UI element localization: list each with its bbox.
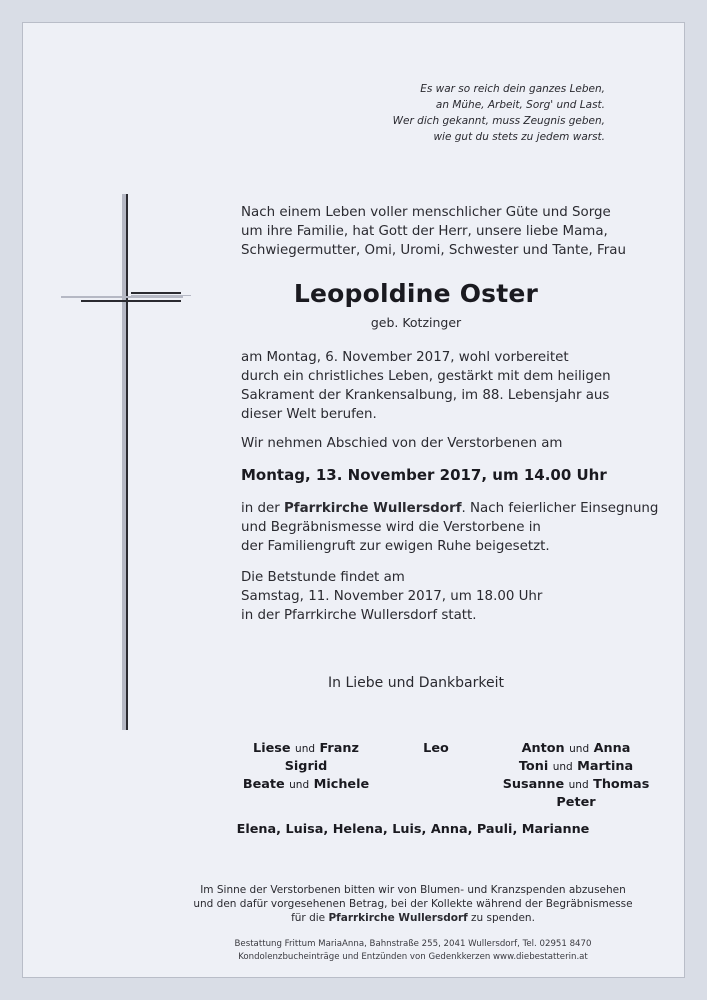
note-line: Im Sinne der Verstorbenen bitten wir von Blumen- und Kranzspenden abzusehen: [200, 884, 626, 896]
deceased-name: Leopoldine Oster: [293, 279, 539, 308]
family-row: [496, 794, 656, 812]
cross-beam: [61, 296, 183, 298]
family-right: [496, 740, 656, 812]
intro-line: um ihre Familie, hat Gott der Herr, unsere liebe Mama,: [241, 224, 608, 239]
verse-line: wie gut du stets zu jedem warst.: [433, 131, 605, 143]
family-row: [496, 740, 656, 758]
footer: [173, 938, 653, 964]
cross-beam-right-light: [131, 295, 191, 296]
death-line: dieser Welt berufen.: [241, 407, 377, 422]
und-word: und: [289, 779, 310, 791]
verse-line: Es war so reich dein ganzes Leben,: [420, 83, 605, 95]
note-line: und den dafür vorgesehenen Betrag, bei der Kollekte während der Begräbnismesse: [193, 898, 633, 910]
family-member: Martina: [577, 759, 634, 774]
church-name: Pfarrkirche Wullersdorf: [283, 501, 462, 516]
family-member: Liese: [253, 741, 291, 756]
family-row: [241, 758, 371, 776]
cross-beam-right: [131, 292, 181, 294]
location-line: der Familiengruft zur ewigen Ruhe beigesetzt.: [241, 539, 550, 554]
note-line: [173, 911, 653, 925]
death-line: durch ein christliches Leben, gestärkt mit dem heiligen: [241, 369, 611, 384]
farewell-intro: Wir nehmen Abschied von der Verstorbenen am: [241, 436, 563, 451]
maiden-name: geb. Kotzinger: [370, 315, 462, 330]
location-suffix: . Nach feierlicher Einsegnung: [461, 501, 659, 516]
thanks-line: In Liebe und Dankbarkeit: [328, 675, 504, 691]
family-member: Anton: [521, 741, 565, 756]
cross-shadow: [126, 194, 128, 730]
intro-line: Nach einem Leben voller menschlicher Güte und Sorge: [241, 205, 611, 220]
prayer-line: Die Betstunde findet am: [241, 570, 405, 585]
donation-note: [173, 883, 653, 925]
family-row: [241, 740, 371, 758]
und-word: und: [568, 779, 589, 791]
location-prefix: in der: [241, 501, 284, 516]
intro-line: Schwiegermutter, Omi, Uromi, Schwester und Tante, Frau: [241, 243, 626, 258]
family-member: Toni: [518, 759, 549, 774]
death-line: am Montag, 6. November 2017, wohl vorbereitet: [241, 350, 569, 365]
family-member: Franz: [319, 741, 359, 756]
family-left: [241, 740, 371, 794]
und-word: und: [569, 743, 590, 755]
memorial-verse: [393, 81, 605, 145]
note-prefix: für die: [291, 912, 329, 924]
prayer-text: [241, 568, 542, 625]
note-church: Pfarrkirche Wullersdorf: [328, 912, 468, 924]
family-row: [496, 758, 656, 776]
intro-text: [241, 203, 626, 260]
family-member: Peter: [556, 795, 596, 810]
family-member: Thomas: [593, 777, 650, 792]
family-row: [496, 776, 656, 794]
family-member: Beate: [242, 777, 285, 792]
obituary-page: [22, 22, 685, 978]
death-text: [241, 348, 611, 424]
death-line: Sakrament der Krankensalbung, im 88. Lebensjahr aus: [241, 388, 610, 403]
location-line: und Begräbnismesse wird die Verstorbene in: [241, 520, 541, 535]
prayer-line: in der Pfarrkirche Wullersdorf statt.: [241, 608, 477, 623]
family-row: [241, 776, 371, 794]
family-member: Anna: [593, 741, 631, 756]
funeral-date: Montag, 13. November 2017, um 14.00 Uhr: [241, 466, 607, 484]
footer-line: Kondolenzbucheinträge und Entzünden von Gedenkkerzen www.diebestatterin.at: [238, 952, 588, 962]
location-text: [241, 499, 658, 556]
family-center: [411, 740, 461, 758]
family-member: Sigrid: [284, 759, 328, 774]
location-line: [241, 499, 658, 518]
family-member: Leo: [423, 741, 449, 756]
cross-beam-shadow: [81, 300, 181, 302]
note-suffix: zu spenden.: [467, 912, 535, 924]
und-word: und: [552, 761, 573, 773]
footer-line: Bestattung Frittum MariaAnna, Bahnstraße 255, 2041 Wullersdorf, Tel. 02951 8470: [234, 939, 592, 949]
family-member: Susanne: [502, 777, 565, 792]
und-word: und: [295, 743, 316, 755]
prayer-line: Samstag, 11. November 2017, um 18.00 Uhr: [241, 589, 543, 604]
verse-line: Wer dich gekannt, muss Zeugnis geben,: [392, 115, 605, 127]
grandchildren: Elena, Luisa, Helena, Luis, Anna, Pauli, Marianne: [236, 822, 590, 837]
family-member: Michele: [313, 777, 370, 792]
verse-line: an Mühe, Arbeit, Sorg' und Last.: [435, 99, 605, 111]
